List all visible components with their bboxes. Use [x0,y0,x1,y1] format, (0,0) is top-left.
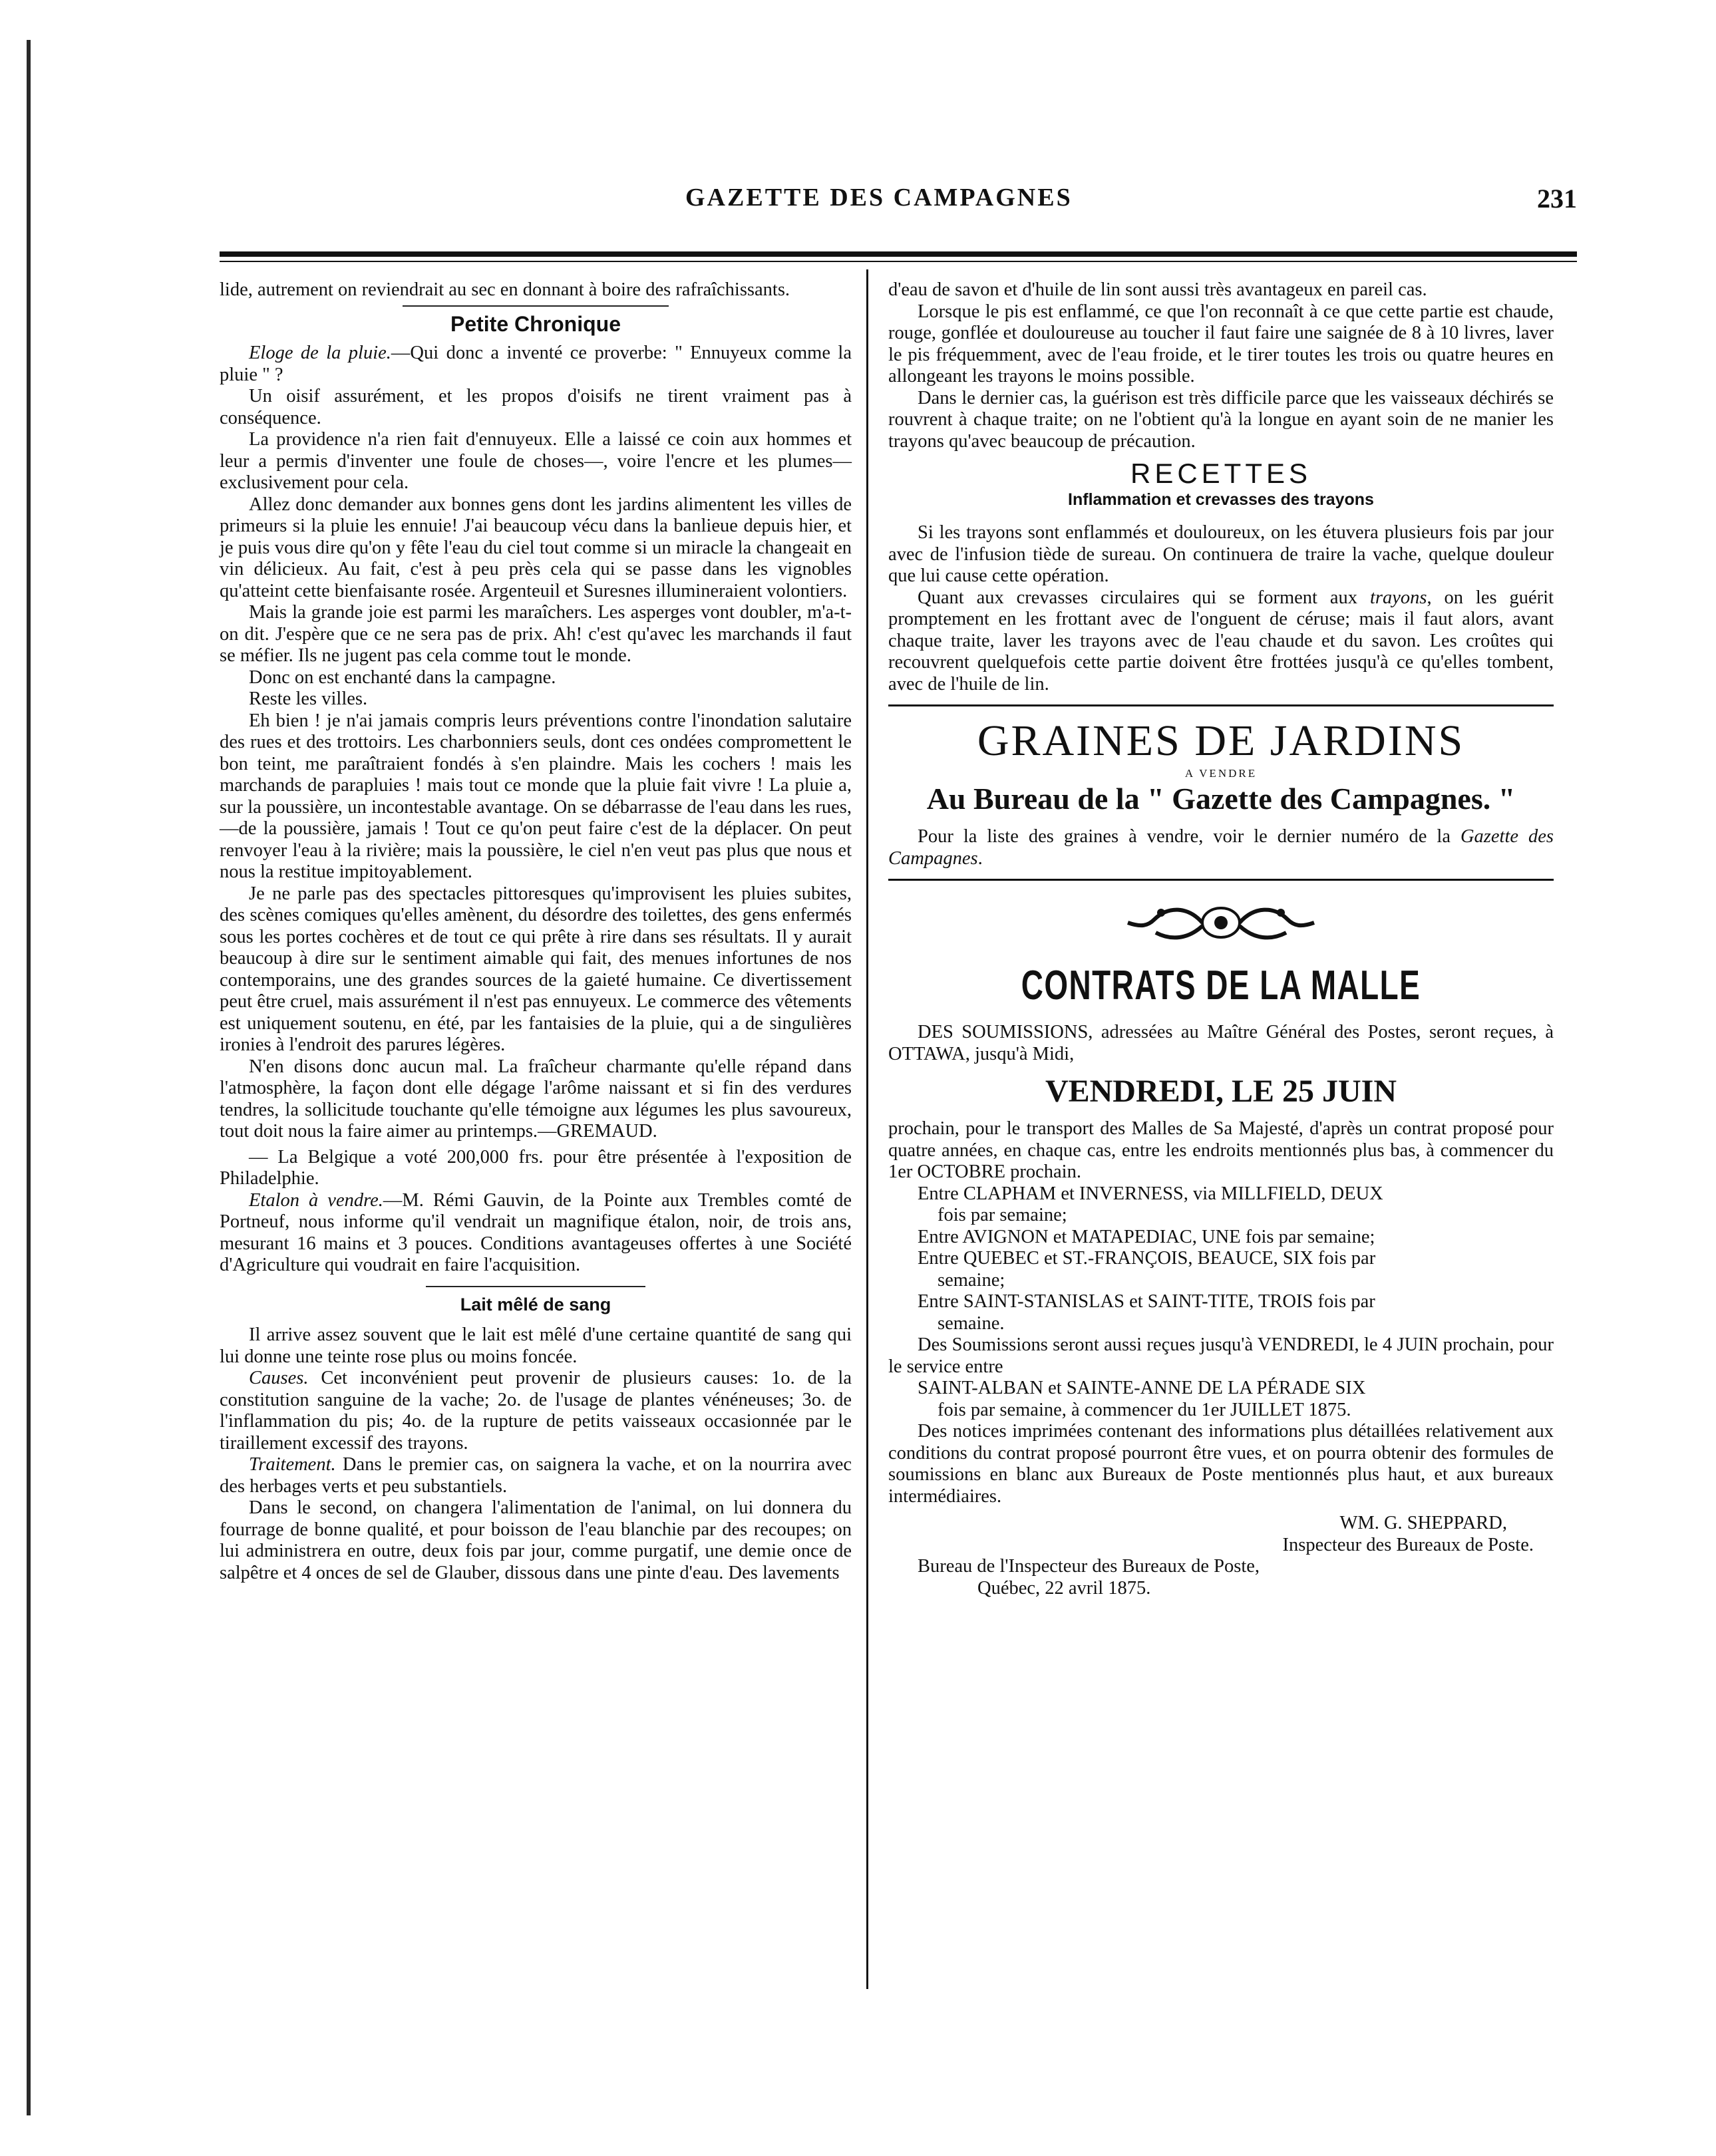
paragraph-text: Quant aux crevasses circulaires qui se forment aux [918,587,1370,608]
signature-place: Bureau de l'Inspecteur des Bureaux de Poste, [918,1556,1260,1577]
page-binding-edge [27,40,31,2115]
section-heading-petite-chronique: Petite Chronique [450,311,621,336]
route-item: Entre AVIGNON et MATAPEDIAC, UNE fois par semaine; [918,1226,1375,1247]
chronique-paragraph: La providence n'a rien fait d'ennuyeux. Elle a laissé ce coin aux hommes et leur a permis d'inventer une foule de choses—, voire l'encre et les plumes—exclusivement pour cela. [220,429,852,493]
news-item-belgique: — La Belgique a voté 200,000 frs. pour être présentée à l'exposition de Philadelphie. [220,1146,852,1189]
page-header [220,183,1577,223]
continuation-paragraph: lide, autrement on reviendrait au sec en donnant à boire des rafraîchissants. [220,279,790,300]
contrats-intro: DES SOUMISSIONS, adressées au Maître Général des Postes, seront reçues, à OTTAWA, jusqu'à Midi, [888,1022,1554,1064]
header-rule [220,251,1577,257]
lait-continued-paragraph: d'eau de savon et d'huile de lin sont aussi très avantageux en pareil cas. [888,279,1427,300]
lait-continued-paragraph: Lorsque le pis est enflammé, ce que l'on reconnaît à ce que cette partie est chaude, rouge, gonflée et douloureuse au toucher il faut faire une saignée de 8 à 10 livres, laver le pis fréquemment, avec de l'eau froide, et le tirer toutes les trois ou quatre heures en allongeant les trayons le moins possible. [888,301,1554,386]
paragraph-text: , on les guérit promptement en les frottant avec de l'onguent de céruse; mais il faut alors, avant chaque traite, laver les trayons avec de l'eau chaude et du savon. Les croûtes qui recouvrent quelquefois cette partie doivent être frottées jusqu'à ce qu'elles tombent, avec de l'huile de lin. [888,587,1554,694]
lait-paragraph [220,1454,852,1497]
news-item-etalon [220,1190,852,1277]
contrats-body: prochain, pour le transport des Malles de Sa Majesté, d'après un contrat proposé pour quatre années, en chaque cas, entre les endroits mentionnés plus bas, à commencer du 1er OCTOBRE prochain. [888,1118,1554,1182]
graines-advertisement [888,716,1554,869]
column-divider [866,269,868,1989]
italic-title: Gazette des Campagnes [888,826,1554,869]
route-text: Entre SAINT-STANISLAS et SAINT-TITE, TROIS fois par [918,1291,1375,1312]
section-heading-lait: Lait mêlé de sang [460,1294,611,1314]
paragraph-text: Pour la liste des graines à vendre, voir le dernier numéro de la [918,826,1460,847]
chronique-paragraph: Mais la grande joie est parmi les maraîchers. Les asperges vont doubler, m'a-t-on dit. J'espère que ce ne sera pas de prix. Ah! c'est qu'avec les marchands il faut se méfier. Ils ne jugent pas cela comme tout le monde. [220,602,852,666]
a-vendre-label: A VENDRE [1184,767,1258,780]
paragraph-text: —Qui donc a inventé ce proverbe: " Ennuyeux comme la pluie " ? [220,343,852,385]
advertisement-rule [888,879,1554,881]
paragraph-text: Dans le premier cas, on saignera la vache, et on la nourrira avec des herbages verts et peu substantiels. [220,1454,852,1497]
contrats-notices: Des notices imprimées contenant des informations plus détaillées relativement aux conditions du contrat proposé pourront être vues, et on pourra obtenir des formules de soumissions en blanc aux Bureaux de Poste mentionnés plus haut, et aux bureaux intermédiaires. [888,1421,1554,1507]
ornament-icon [1115,893,1327,953]
page-number: 231 [1537,184,1577,214]
contrats-additional: Des Soumissions seront aussi reçues jusqu'à VENDREDI, le 4 JUIN prochain, pour le service entre [888,1334,1554,1377]
paragraph-lead: Traitement. [249,1454,336,1475]
signature-date: Québec, 22 avril 1875. [977,1577,1151,1599]
paragraph-lead: Causes. [249,1368,309,1388]
contrats-advertisement [888,893,1554,1599]
route-frequency: fois par semaine, à commencer du 1er JUILLET 1875. [938,1399,1351,1420]
left-column [220,279,852,1584]
recettes-paragraph [888,587,1554,696]
recettes-paragraph: Si les trayons sont enflammés et douloureux, on les étuvera plusieurs fois par jour avec de l'infusion tiède de sureau. On continuera de traire la vache, quelque douleur que lui cause cette opération. [888,522,1554,586]
header-rule-thin [220,261,1577,262]
bureau-line: Au Bureau de la " Gazette des Campagnes. " [926,782,1516,816]
lait-paragraph [220,1368,852,1454]
advertisement-rule [888,704,1554,706]
chronique-paragraph: Allez donc demander aux bonnes gens dont les jardins alimentent les villes de primeurs si la pluie les ennuie! J'ai beaucoup vécu dans la banlieue depuis hier, et je puis vous dire qu'on y fête l'eau du ciel tout comme si un miracle la changeait en vin délicieux. Au fait, c'est à peu près cela qui se passe dans les vignobles qu'atteint cette bienfaisante rosée. Argenteuil et Suresnes illumineraient volontiers. [220,494,852,601]
lait-paragraph: Dans le second, on changera l'alimentation de l'animal, on lui donnera du fourrage de bonne qualité, et pour boisson de l'eau blanchie par des recoupes; on lui administrera en outre, deux fois par jour, comme purgatif, une demie once de salpêtre et 4 onces de sel de Glauber, dissous dans une pinte d'eau. Des lavements [220,1497,852,1583]
chronique-paragraph: Donc on est enchanté dans la campagne. [249,667,556,688]
section-rule [426,1286,645,1287]
route-text: Entre QUEBEC et ST.-FRANÇOIS, BEAUCE, SIX fois par [918,1248,1376,1269]
signatory-name: WM. G. SHEPPARD, [1339,1513,1507,1533]
chronique-paragraph: Un oisif assurément, et les propos d'oisifs ne tirent vraiment pas à conséquence. [220,386,852,428]
signatory-title: Inspecteur des Bureaux de Poste. [1282,1534,1534,1555]
route-item [888,1378,1554,1421]
italic-word: trayons [1369,587,1427,608]
route-text: SAINT-ALBAN et SAINTE-ANNE DE LA PÉRADE SIX [918,1378,1366,1398]
section-rule [403,305,669,307]
deadline-date: VENDREDI, LE 25 JUIN [1045,1074,1397,1109]
section-heading-recettes: RECETTES [1130,458,1312,489]
paragraph-text: . [977,847,983,869]
contrats-headline: CONTRATS DE LA MALLE [1021,963,1421,1008]
route-text: Entre CLAPHAM et INVERNESS, via MILLFIELD, DEUX [918,1183,1383,1204]
paragraph-text: —M. Rémi Gauvin, de la Pointe aux Trembles comté de Portneuf, nous informe qu'il vendrait un magnifique étalon, noir, de trois ans, mesurant 16 mains et 3 pouces. Conditions avantageuses offertes à une Société d'Agriculture qui voudrait en faire l'acquisition. [220,1189,852,1275]
chronique-paragraph: Je ne parle pas des spectacles pittoresques qu'improvisent les pluies subites, des scènes comiques qu'elles amènent, du désordre des toilettes, des gens enfermés sous les portes cochères et de tout ce qui prête à rire dans ses résultats. Il y aurait beaucoup à dire sur le sentiment aimable qui fait, des menues infortunes de nos contemporains, une des grandes sources de la gaieté humaine. Ce divertissement peut être cruel, mais assurément il n'est pas ennuyeux. Le commerce des vêtements est uniquement soutenu, en été, par les fantaisies de la pluie, qui a de singulières ironies à l'endroit des parures légères. [220,883,852,1055]
route-frequency: fois par semaine; [938,1205,1067,1225]
paragraph-text: Cet inconvénient peut provenir de plusieurs causes: 1o. de la constitution sanguine de la vache; 2o. de l'usage de plantes vénéneuses; 3o. de l'inflammation du pis; 4o. de la rupture de petits vaisseaux occasionnée par le tiraillement excessif des trayons. [220,1368,852,1454]
newspaper-title: GAZETTE DES CAMPAGNES [685,184,1073,212]
route-item [888,1291,1554,1334]
lait-paragraph: Il arrive assez souvent que le lait est mêlé d'une certaine quantité de sang qui lui donne une teinte rose plus ou moins foncée. [220,1324,852,1367]
paragraph-lead: Eloge de la pluie. [249,343,391,363]
route-frequency: semaine. [938,1312,1005,1334]
chronique-paragraph [220,343,852,386]
lait-continued-paragraph: Dans le dernier cas, la guérison est très difficile parce que les vaisseaux déchirés se rouvrent à chaque traite; on ne l'obtient qu'à la longue en ayant soin de ne manier les trayons qu'avec beaucoup de précaution. [888,387,1554,452]
paragraph-lead: Etalon à vendre. [249,1189,383,1211]
chronique-paragraph: Eh bien ! je n'ai jamais compris leurs préventions contre l'inondation salutaire des rues et des trottoirs. Les charbonniers seuls, dont ces ondées compromettent le bon teint, me paraîtraient fondés à s'en plaindre. Mais les cochers ! mais les marchands de parapluies ! mais tout ce monde que la pluie fait vivre ! La pluie a, sur la poussière, un incontestable avantage. On se débarrasse de l'eau dans les rues,—de la poussière, jamais ! Tout ce qu'on peut faire c'est de la déplacer. On peut renvoyer l'eau à la rivière; mais la poussière, le ciel n'en veut pas plus que nous et nous la restitue impitoyablement. [220,710,852,882]
paragraph-text: N'en disons donc aucun mal. La fraîcheur charmante qu'elle répand dans l'atmosphère, la façon dont elle dégage l'arôme naissant et si fin des verdures tendres, la sollicitude touchante qu'elle témoigne aux légumes les plus savoureux, tout doit nous la faire aimer au printemps.— [220,1056,852,1142]
chronique-paragraph: Reste les villes. [249,689,368,709]
chronique-paragraph [220,1056,852,1143]
recettes-subheading: Inflammation et crevasses des trayons [1068,490,1374,509]
route-item [888,1183,1554,1227]
route-item [888,1248,1554,1291]
graines-headline: GRAINES DE JARDINS [977,716,1465,765]
right-column [888,279,1554,1599]
route-frequency: semaine; [938,1269,1005,1291]
graines-text [888,826,1554,869]
author-signature: GREMAUD. [556,1121,657,1142]
